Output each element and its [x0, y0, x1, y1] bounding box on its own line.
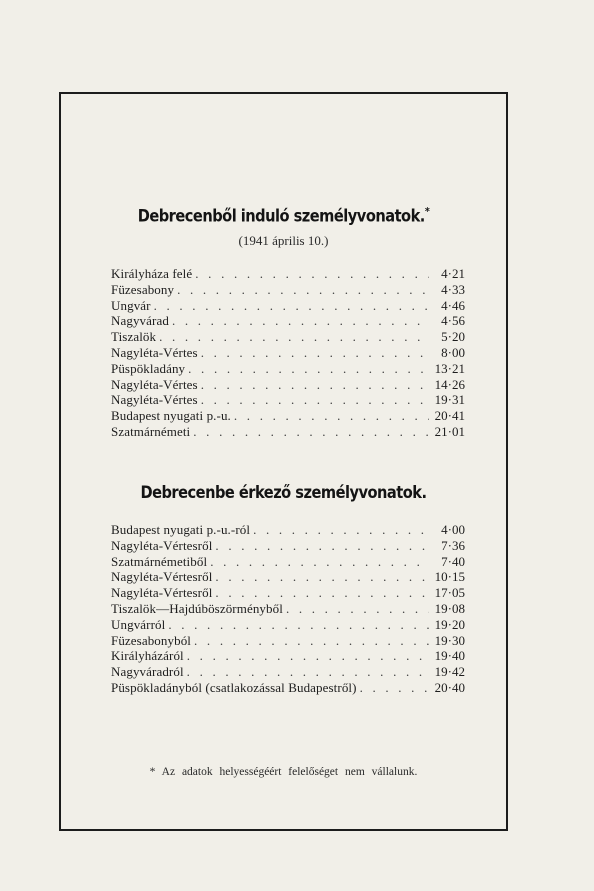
departure-time: 19·20	[434, 616, 465, 632]
station-name: Nagyléta-Vértes	[111, 392, 198, 408]
station-name: Tiszalök—Hajdúböszörményből	[111, 600, 283, 616]
dot-leader	[184, 648, 429, 664]
dot-leader	[198, 377, 429, 393]
timetable-row	[111, 601, 465, 617]
station-name: Nagyléta-Vértes	[111, 376, 198, 392]
timetable-row	[111, 569, 465, 585]
station-name: Nagyvárad	[111, 313, 169, 329]
timetable-row	[111, 313, 465, 329]
dot-leader	[156, 329, 429, 345]
page-border-frame	[59, 92, 508, 831]
departures-timetable	[111, 266, 465, 440]
departure-time: 4·46	[441, 297, 465, 313]
station-name: Királyházáról	[111, 648, 184, 664]
timetable-row	[111, 392, 465, 408]
footnote-reference-mark: *	[424, 205, 430, 218]
station-name: Nagyléta-Vértesről	[111, 537, 213, 553]
departure-time: 8·00	[441, 344, 465, 360]
dot-leader	[165, 617, 429, 633]
departure-time: 5·20	[441, 329, 465, 345]
station-name: Szatmárnémeti	[111, 423, 191, 439]
station-name: Nagyváradról	[111, 664, 184, 680]
station-name: Budapest nyugati p.-u.	[111, 408, 231, 424]
departure-time: 4·33	[441, 281, 465, 297]
dot-leader	[357, 680, 429, 696]
dot-leader	[250, 522, 429, 538]
departure-time: 14·26	[434, 376, 465, 392]
departure-time: 19·31	[434, 392, 465, 408]
timetable-row	[111, 617, 465, 633]
departure-time: 7·40	[441, 553, 465, 569]
dot-leader	[174, 282, 429, 298]
departure-time: 20·41	[434, 408, 465, 424]
departure-time: 21·01	[434, 423, 465, 439]
timetable-row	[111, 282, 465, 298]
station-name: Királyháza felé	[111, 266, 193, 281]
timetable-row	[111, 408, 465, 424]
departure-time: 19·40	[434, 648, 465, 664]
timetable-row	[111, 633, 465, 649]
station-name: Nagyléta-Vértesről	[111, 569, 213, 585]
departures-heading	[92, 205, 475, 227]
arrivals-timetable	[111, 522, 465, 696]
departure-time: 19·08	[434, 600, 465, 616]
departure-time: 19·30	[434, 632, 465, 648]
station-name: Ungvárról	[111, 616, 166, 632]
timetable-row	[111, 554, 465, 570]
dot-leader	[184, 664, 429, 680]
station-name: Füzesabony	[111, 281, 175, 297]
timetable-row	[111, 585, 465, 601]
dot-leader	[191, 633, 429, 649]
timetable-row	[111, 664, 465, 680]
departure-time: 17·05	[434, 585, 465, 601]
footnote	[61, 766, 506, 778]
timetable-date: (1941 április 10.)	[238, 233, 329, 248]
dot-leader	[198, 392, 429, 408]
timetable-row	[111, 424, 465, 440]
dot-leader	[212, 569, 429, 585]
timetable-row	[111, 538, 465, 554]
station-name: Budapest nyugati p.-u.-ról	[111, 522, 251, 537]
departure-time: 4·00	[441, 522, 465, 537]
timetable-row	[111, 361, 465, 377]
dot-leader	[198, 345, 429, 361]
dot-leader	[231, 408, 429, 424]
station-name: Szatmárnémetiből	[111, 553, 208, 569]
dot-leader	[192, 266, 429, 282]
timetable-row	[111, 522, 465, 538]
station-name: Tiszalök	[111, 329, 157, 345]
timetable-row	[111, 298, 465, 314]
arrivals-heading	[92, 483, 475, 503]
departure-time: 7·36	[441, 537, 465, 553]
dot-leader	[185, 361, 429, 377]
timetable-row	[111, 377, 465, 393]
timetable-row	[111, 345, 465, 361]
departure-time: 20·40	[434, 679, 465, 695]
departure-time: 10·15	[434, 569, 465, 585]
station-name: Nagyléta-Vértesről	[111, 585, 213, 601]
footnote-text: Az adatok helyességéért felelőséget nem vállalunk.	[161, 766, 418, 778]
dot-leader	[151, 298, 429, 314]
station-name: Füzesabonyból	[111, 632, 192, 648]
station-name: Nagyléta-Vértes	[111, 344, 198, 360]
timetable-row	[111, 266, 465, 282]
departure-time: 4·56	[441, 313, 465, 329]
station-name: Ungvár	[111, 297, 151, 313]
dot-leader	[169, 313, 429, 329]
departure-time: 19·42	[434, 664, 465, 680]
station-name: Püspökladány	[111, 360, 186, 376]
timetable-row	[111, 648, 465, 664]
departure-time: 13·21	[434, 360, 465, 376]
dot-leader	[212, 538, 429, 554]
station-name: Püspökladányból (csatlakozással Budapestről)	[111, 679, 357, 695]
footnote-mark: *	[149, 766, 156, 778]
departures-heading-text: Debrecenből induló személyvonatok.	[137, 206, 425, 227]
arrivals-heading-text: Debrecenbe érkező személyvonatok.	[140, 483, 427, 503]
timetable-row	[111, 680, 465, 696]
dot-leader	[190, 424, 429, 440]
dot-leader	[207, 554, 429, 570]
dot-leader	[212, 585, 429, 601]
dot-leader	[283, 601, 429, 617]
timetable-row	[111, 329, 465, 345]
departure-time: 4·21	[441, 266, 465, 281]
